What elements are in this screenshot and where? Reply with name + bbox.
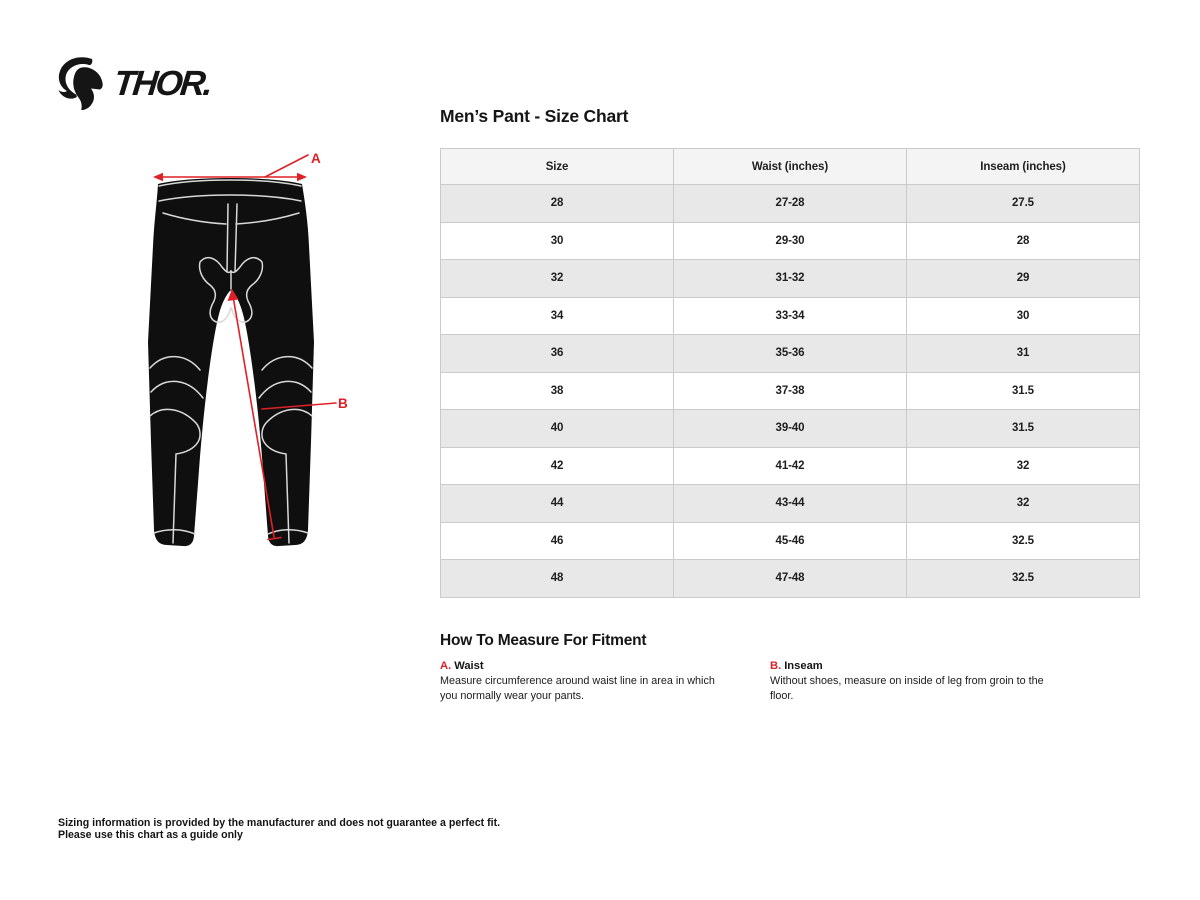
disclaimer-line-1: Sizing information is provided by the manufacturer and does not guarantee a perfect fit. <box>58 817 501 829</box>
cell-size: 30 <box>441 222 674 260</box>
table-row <box>441 222 1140 260</box>
cell-inseam: 30 <box>907 297 1140 335</box>
cell-inseam: 31.5 <box>907 410 1140 448</box>
how-to-measure-title: How To Measure For Fitment <box>440 632 647 649</box>
table-row <box>441 260 1140 298</box>
brand-logo <box>56 56 213 110</box>
cell-size: 44 <box>441 485 674 523</box>
cell-inseam: 28 <box>907 222 1140 260</box>
cell-size: 28 <box>441 185 674 223</box>
cell-waist: 31-32 <box>674 260 907 298</box>
cell-size: 46 <box>441 522 674 560</box>
pants-measurement-diagram <box>140 140 360 610</box>
sizing-disclaimer <box>58 818 500 841</box>
cell-waist: 39-40 <box>674 410 907 448</box>
thor-goat-icon <box>56 56 108 110</box>
cell-waist: 43-44 <box>674 485 907 523</box>
cell-inseam: 31 <box>907 335 1140 373</box>
measure-description-inseam: Without shoes, measure on inside of leg from groin to the floor. <box>770 675 1044 702</box>
table-row <box>441 335 1140 373</box>
cell-size: 38 <box>441 372 674 410</box>
cell-waist: 45-46 <box>674 522 907 560</box>
cell-waist: 41-42 <box>674 447 907 485</box>
cell-size: 40 <box>441 410 674 448</box>
table-row <box>441 297 1140 335</box>
cell-size: 34 <box>441 297 674 335</box>
measure-label-inseam <box>770 660 1054 672</box>
cell-waist: 37-38 <box>674 372 907 410</box>
waist-measure-annotation <box>153 151 321 181</box>
measure-letter-a: A. <box>440 660 452 672</box>
measure-item-waist <box>440 660 734 703</box>
table-row <box>441 522 1140 560</box>
cell-inseam: 32 <box>907 485 1140 523</box>
cell-waist: 27-28 <box>674 185 907 223</box>
cell-size: 36 <box>441 335 674 373</box>
table-row <box>441 185 1140 223</box>
cell-inseam: 27.5 <box>907 185 1140 223</box>
measure-item-inseam <box>770 660 1054 703</box>
measure-label-waist <box>440 660 734 672</box>
measure-letter-b: B. <box>770 660 782 672</box>
label-b: B <box>338 396 348 411</box>
measure-name-waist: Waist <box>454 660 484 672</box>
table-row <box>441 410 1140 448</box>
table-row <box>441 372 1140 410</box>
cell-size: 42 <box>441 447 674 485</box>
cell-inseam: 32.5 <box>907 522 1140 560</box>
cell-waist: 35-36 <box>674 335 907 373</box>
disclaimer-line-2: Please use this chart as a guide only <box>58 828 243 841</box>
column-header-size: Size <box>441 149 674 185</box>
label-a: A <box>311 151 321 166</box>
table-header-row <box>441 149 1140 185</box>
cell-inseam: 32 <box>907 447 1140 485</box>
pants-silhouette <box>148 178 314 546</box>
measure-description-waist: Measure circumference around waist line in area in which you normally wear your pants. <box>440 675 715 702</box>
brand-logo-text: THOR. <box>111 63 213 103</box>
cell-waist: 47-48 <box>674 560 907 598</box>
cell-waist: 29-30 <box>674 222 907 260</box>
cell-waist: 33-34 <box>674 297 907 335</box>
size-chart-title: Men’s Pant - Size Chart <box>440 106 629 126</box>
cell-size: 48 <box>441 560 674 598</box>
column-header-waist: Waist (inches) <box>674 149 907 185</box>
table-row <box>441 485 1140 523</box>
size-chart-table <box>440 148 1140 598</box>
measure-name-inseam: Inseam <box>784 660 823 672</box>
cell-inseam: 32.5 <box>907 560 1140 598</box>
cell-size: 32 <box>441 260 674 298</box>
table-row <box>441 560 1140 598</box>
table-row <box>441 447 1140 485</box>
cell-inseam: 29 <box>907 260 1140 298</box>
cell-inseam: 31.5 <box>907 372 1140 410</box>
column-header-inseam: Inseam (inches) <box>907 149 1140 185</box>
